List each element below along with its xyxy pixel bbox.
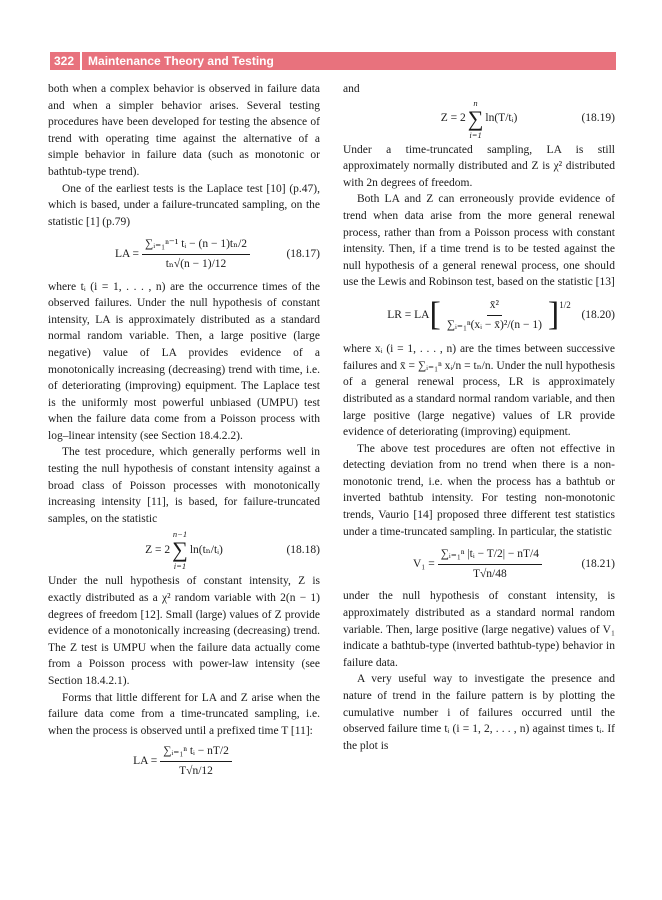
summation — [468, 98, 484, 140]
equation-lhs: LA = — [114, 248, 140, 261]
equation-fraction — [438, 546, 542, 582]
equation-la-time-truncated — [48, 743, 320, 779]
equation-number: (18.18) — [286, 544, 320, 557]
equation-lhs: Z = 2 — [145, 544, 171, 557]
equation-body: ln(T/tᵢ) — [485, 112, 518, 125]
equation-lhs: LR = LA — [387, 308, 430, 321]
paragraph: Under a time-truncated sampling, LA is still approximately normally distributed and Z is χ² distributed with 2n degrees of freedom. — [343, 143, 615, 189]
page-number: 322 — [50, 52, 82, 70]
numerator: ∑ᵢ₌₁ⁿ⁻¹ tᵢ − (n − 1)tₙ/2 — [142, 236, 250, 255]
paragraph: Forms that little different for LA and Z arise when the failure data come from a time-truncated sampling, i.e. when the process is observed until a prefixed time T [11]: — [48, 691, 320, 737]
equation-number: (18.20) — [581, 308, 615, 321]
equation-fraction — [142, 236, 250, 272]
equation-number: (18.19) — [581, 112, 615, 125]
left-bracket: [ — [429, 296, 441, 334]
left-column — [48, 81, 320, 784]
right-bracket: ] — [547, 296, 560, 334]
numerator: ∑ᵢ₌₁ⁿ tᵢ − nT/2 — [160, 743, 232, 762]
equation-lhs: LA = — [133, 755, 158, 768]
equation-body: ln(tₙ/tᵢ) — [189, 544, 223, 557]
denominator: ∑ᵢ₌₁ⁿ(xᵢ − x̄)²/(n − 1) — [446, 318, 542, 331]
paragraph: under the null hypothesis of constant intensity, is approximately distributed as a standard normal random variable. Then, large positive (large negative) values of V₁ indicate a bathtub-type (inverted bathtub-type) behavior in failure data. — [343, 590, 615, 669]
denominator: T√n/48 — [472, 567, 507, 580]
sum-lower: i=1 — [173, 561, 187, 572]
equation-18-17 — [48, 236, 320, 272]
sum-upper: n−1 — [172, 529, 188, 540]
denominator: T√n/12 — [179, 764, 213, 777]
sum-lower: i=1 — [469, 129, 482, 140]
sigma-symbol: ∑ — [467, 105, 484, 131]
equation-18-18 — [48, 529, 320, 571]
numerator: ∑ᵢ₌₁ⁿ |tᵢ − T/2| − nT/4 — [438, 546, 542, 565]
running-header — [50, 52, 616, 70]
equation-lhs: Z = 2 — [440, 112, 466, 125]
running-title: Maintenance Theory and Testing — [88, 54, 274, 68]
paragraph: The above test procedures are often not effective in detecting deviation from no trend when there is a non-monotonic trend, i.e. when the process has a bathtub or inverted bathtub intensity. For testing non-monotonic trends, Vaurio [14] proposed three different test statistics under a time-truncated sampling. In particular, the statistic — [343, 442, 615, 538]
sigma-symbol: ∑ — [172, 537, 188, 563]
equation-18-20 — [343, 297, 615, 333]
denominator: tₙ√(n − 1)/12 — [165, 257, 227, 270]
exponent: 1/2 — [559, 299, 571, 310]
summation — [172, 529, 188, 571]
paragraph: One of the earliest tests is the Laplace test [10] (p.47), which is based, under a failure-truncated sampling, on the statistic [1] (p.79) — [48, 182, 320, 228]
equation-number: (18.21) — [581, 558, 615, 571]
right-column — [343, 81, 615, 754]
paragraph: Both LA and Z can erroneously provide evidence of trend when data arise from the more general renewal process, rather than from a Poisson process with constant intensity. Then, if a time trend is to be tested against the null hypothesis of a general renewal process, one should use the Lewis and Robinson test, based on the statistic [13] — [343, 193, 615, 289]
paragraph: A very useful way to investigate the presence and nature of trend in the failure pattern is by plotting the cumulative number i of failures occurred until the observed failure time tᵢ (i = 1, 2, . . . , n) against times tᵢ. If the plot is — [343, 673, 615, 752]
paragraph: The test procedure, which generally performs well in testing the null hypothesis of constant intensity against a broad class of Poisson processes with monotonically increasing intensity [11], is based, for failure-truncated samples, on the statistic — [48, 446, 320, 525]
paragraph: where xᵢ (i = 1, . . . , n) are the times between successive failures and x̄ = ∑ᵢ₌₁ⁿ xᵢ/n = tₙ/n. Under the null hypothesis of a general renewal process, LR is approximately distributed as a standard normal random variable, and then large positive (large negative) values of LR provide evidence of deteriorating (improving) equipment. — [343, 343, 615, 439]
equation-fraction — [160, 743, 232, 779]
equation-fraction — [444, 297, 545, 333]
numerator: x̄² — [487, 297, 502, 316]
equation-18-19 — [343, 98, 615, 140]
sum-upper: n — [473, 97, 478, 108]
paragraph: where tᵢ (i = 1, . . . , n) are the occurrence times of the observed failures. Under the null hypothesis of constant intensity, LA is approximately distributed as a standard normal random variable. Then, a large positive (large negative) value of LA provides evidence of a monotonically increasing (decreasing) trend with time, i.e. of deteriorating (improving) equipment. The Laplace test is the uniformly most powerful unbiased (UMPU) test when the failure data come from a Poisson process with log–linear intensity (see Section 18.4.2.2). — [48, 280, 320, 442]
paragraph: and — [343, 83, 360, 95]
paragraph: Under the null hypothesis of constant intensity, Z is exactly distributed as a χ² random variable with 2(n − 1) degrees of freedom [12]. Small (large) values of Z provide evidence of a monotonically increasing (decreasing) trend. The Z test is UMPU when the failure data actually come from a Poisson process with power-law intensity (see Section 18.4.2.1). — [48, 575, 320, 687]
paragraph: both when a complex behavior is observed in failure data and when a simpler behavior arises. Several testing procedures have been developed for testing the absence of trend with operating time against the alternative of a simple behavior in failure data (such as monotonic or bathtub-type trend). — [48, 83, 320, 178]
equation-lhs: V₁ = — [413, 558, 435, 571]
equation-number: (18.17) — [286, 248, 320, 261]
equation-18-21 — [343, 546, 615, 582]
